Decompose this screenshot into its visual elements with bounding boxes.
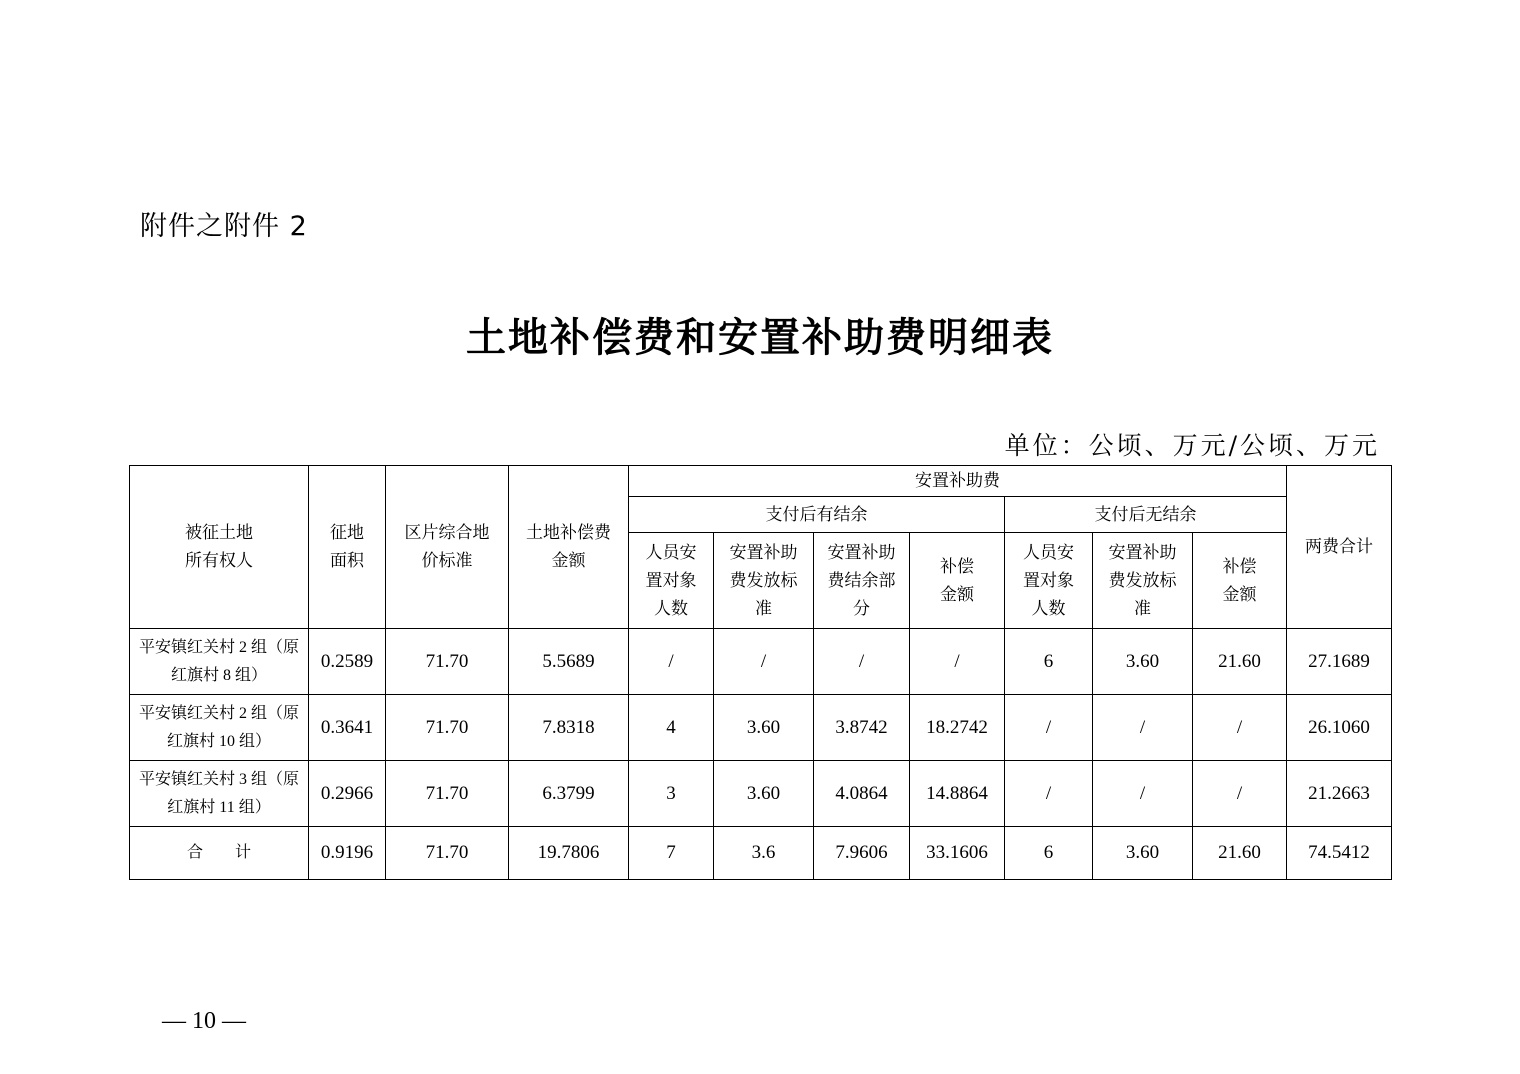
nb-comp-cell: / <box>1193 695 1287 761</box>
header-area <box>309 466 386 629</box>
header-line: 置对象 <box>1023 570 1074 591</box>
header-line: 补偿 <box>1222 556 1257 577</box>
header-price-line: 价标准 <box>421 551 473 571</box>
wb-comp-cell: / <box>910 629 1005 695</box>
owner-line: 红旗村 11 组） <box>167 798 271 816</box>
nb-comp-cell: 21.60 <box>1193 827 1287 880</box>
owner-line: 平安镇红关村 2 组（原 <box>138 638 299 656</box>
header-land-comp-line: 金额 <box>551 551 586 571</box>
owner-line: 红旗村 8 组） <box>170 666 267 684</box>
wb-standard-cell: 3.60 <box>714 695 814 761</box>
area-cell: 0.9196 <box>309 827 386 880</box>
nb-standard-cell: 3.60 <box>1093 827 1193 880</box>
wb-balance-cell: / <box>814 629 910 695</box>
nb-people-cell: / <box>1005 761 1093 827</box>
header-line: 费发放标 <box>1108 570 1177 591</box>
area-cell: 0.3641 <box>309 695 386 761</box>
table-row <box>130 761 1392 827</box>
header-line: 金额 <box>940 584 974 605</box>
land-comp-cell: 6.3799 <box>509 761 629 827</box>
header-no-balance: 支付后无结余 <box>1005 497 1287 533</box>
wb-comp-cell: 33.1606 <box>910 827 1005 880</box>
attachment-label: 附件之附件 2 <box>140 211 308 242</box>
land-comp-cell: 7.8318 <box>509 695 629 761</box>
header-line: 分 <box>853 598 870 619</box>
header-line: 人数 <box>654 598 688 619</box>
table-row <box>130 695 1392 761</box>
page-title: 土地补偿费和安置补助费明细表 <box>466 314 1054 361</box>
land-comp-cell: 5.5689 <box>509 629 629 695</box>
table-row <box>130 629 1392 695</box>
nb-people-cell: / <box>1005 695 1093 761</box>
wb-standard-cell: 3.6 <box>714 827 814 880</box>
header-nb-standard <box>1093 533 1193 629</box>
header-line: 安置补助 <box>827 542 896 563</box>
owner-cell <box>130 761 309 827</box>
nb-standard-cell: 3.60 <box>1093 629 1193 695</box>
area-cell: 0.2589 <box>309 629 386 695</box>
header-line: 安置补助 <box>1108 542 1177 563</box>
wb-standard-cell: 3.60 <box>714 761 814 827</box>
area-cell: 0.2966 <box>309 761 386 827</box>
price-cell: 71.70 <box>386 761 509 827</box>
header-total: 两费合计 <box>1287 466 1392 629</box>
header-land-comp <box>509 466 629 629</box>
wb-balance-cell: 3.8742 <box>814 695 910 761</box>
header-line: 置对象 <box>645 570 697 591</box>
wb-comp-cell: 18.2742 <box>910 695 1005 761</box>
nb-comp-cell: / <box>1193 761 1287 827</box>
price-cell: 71.70 <box>386 629 509 695</box>
owner-line: 平安镇红关村 3 组（原 <box>138 770 299 788</box>
header-with-balance: 支付后有结余 <box>629 497 1005 533</box>
totals-label: 合 计 <box>130 827 309 880</box>
header-line: 安置补助 <box>729 542 798 563</box>
header-line: 费发放标 <box>729 570 798 591</box>
header-price <box>386 466 509 629</box>
header-wb-balance <box>814 533 910 629</box>
header-nb-people <box>1005 533 1093 629</box>
header-line: 人员安 <box>645 542 697 563</box>
totals-row <box>130 827 1392 880</box>
total-cell: 21.2663 <box>1287 761 1392 827</box>
unit-note: 单位：公顷、万元/公顷、万元 <box>1004 431 1380 460</box>
header-wb-comp <box>910 533 1005 629</box>
wb-comp-cell: 14.8864 <box>910 761 1005 827</box>
header-owner-line: 被征土地 <box>185 523 253 543</box>
header-line: 费结余部 <box>827 570 896 591</box>
total-cell: 27.1689 <box>1287 629 1392 695</box>
price-cell: 71.70 <box>386 827 509 880</box>
price-cell: 71.70 <box>386 695 509 761</box>
owner-cell <box>130 695 309 761</box>
nb-standard-cell: / <box>1093 761 1193 827</box>
land-comp-cell: 19.7806 <box>509 827 629 880</box>
header-line: 人数 <box>1031 598 1066 619</box>
page-number: — 10 — <box>162 1008 246 1034</box>
header-resettle-group: 安置补助费 <box>629 466 1287 497</box>
owner-cell <box>130 629 309 695</box>
header-line: 人员安 <box>1023 542 1074 563</box>
header-land-comp-line: 土地补偿费 <box>526 523 611 543</box>
wb-balance-cell: 7.9606 <box>814 827 910 880</box>
compensation-table <box>129 465 1392 880</box>
wb-people-cell: 7 <box>629 827 714 880</box>
header-wb-standard <box>714 533 814 629</box>
total-cell: 74.5412 <box>1287 827 1392 880</box>
header-wb-people <box>629 533 714 629</box>
wb-balance-cell: 4.0864 <box>814 761 910 827</box>
owner-line: 平安镇红关村 2 组（原 <box>138 704 299 722</box>
nb-people-cell: 6 <box>1005 827 1093 880</box>
header-line: 准 <box>1134 598 1151 619</box>
wb-people-cell: / <box>629 629 714 695</box>
nb-standard-cell: / <box>1093 695 1193 761</box>
header-owner-line: 所有权人 <box>185 551 253 571</box>
header-line: 准 <box>755 598 772 619</box>
header-owner <box>130 466 309 629</box>
nb-people-cell: 6 <box>1005 629 1093 695</box>
header-area-line: 征地 <box>330 523 364 543</box>
wb-standard-cell: / <box>714 629 814 695</box>
header-nb-comp <box>1193 533 1287 629</box>
header-line: 金额 <box>1222 584 1257 605</box>
total-cell: 26.1060 <box>1287 695 1392 761</box>
owner-line: 红旗村 10 组） <box>166 732 271 750</box>
wb-people-cell: 3 <box>629 761 714 827</box>
header-price-line: 区片综合地 <box>404 523 490 543</box>
wb-people-cell: 4 <box>629 695 714 761</box>
header-area-line: 面积 <box>330 551 364 571</box>
nb-comp-cell: 21.60 <box>1193 629 1287 695</box>
header-line: 补偿 <box>940 556 974 577</box>
